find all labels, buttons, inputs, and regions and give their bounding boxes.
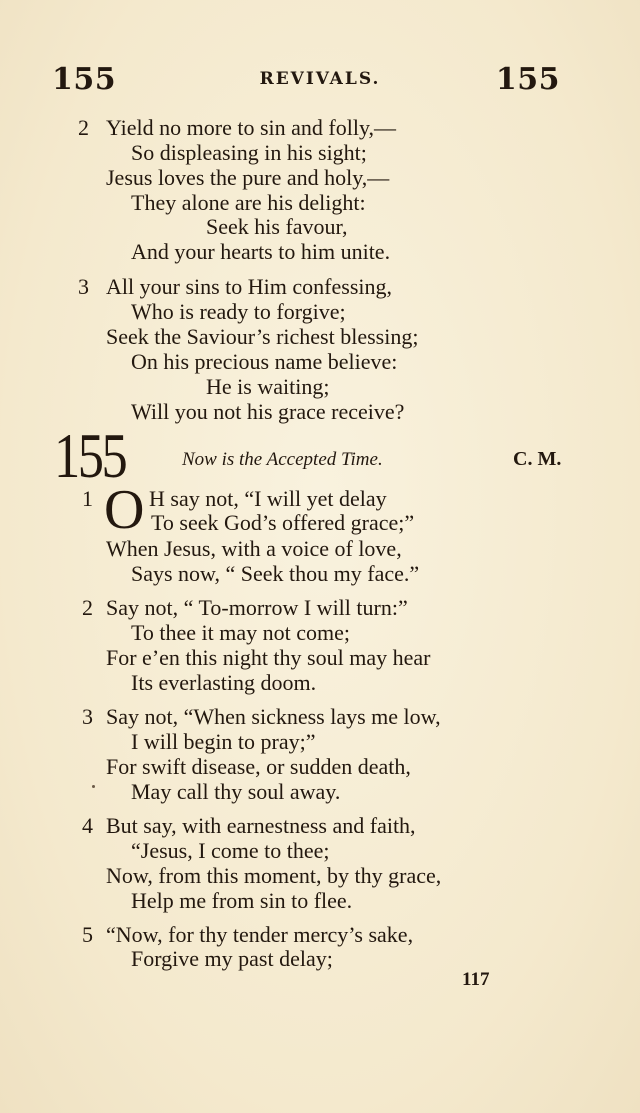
header-right-number: 155 xyxy=(495,62,560,97)
verse-line: “Jesus, I come to thee; xyxy=(131,838,330,863)
verse-line: Yield no more to sin and folly,— xyxy=(106,115,397,140)
header-left-number: 155 xyxy=(52,62,117,97)
verse-line: For swift disease, or sudden death, xyxy=(106,754,411,779)
verse-line: Who is ready to forgive; xyxy=(131,299,346,324)
hymn-meter: C. M. xyxy=(513,448,562,470)
verse-line: Help me from sin to flee. xyxy=(131,888,353,913)
verse-line: H say not, “I will yet delay xyxy=(149,486,387,511)
verse-line: Says now, “ Seek thou my face.” xyxy=(131,561,420,586)
verse-line: So displeasing in his sight; xyxy=(131,140,367,165)
drop-cap: O xyxy=(104,479,145,541)
verse-line: Jesus loves the pure and holy,— xyxy=(106,165,390,190)
verse-line: Forgive my past delay; xyxy=(131,946,333,971)
verse-line: Now, from this moment, by thy grace, xyxy=(106,863,442,888)
verse-line: On his precious name believe: xyxy=(131,349,398,374)
verse-line: They alone are his delight: xyxy=(131,190,366,215)
verse-line: But say, with earnestness and faith, xyxy=(106,813,416,838)
verse-line: Say not, “When sickness lays me low, xyxy=(106,704,441,729)
header-title: REVIVALS. xyxy=(259,69,381,89)
verse-number: 2 xyxy=(82,595,93,620)
verse-line: Seek his favour, xyxy=(206,214,348,239)
verse-line: Will you not his grace receive? xyxy=(131,399,405,424)
verse-line: Seek the Saviour’s richest blessing; xyxy=(106,324,419,349)
verse-line: To thee it may not come; xyxy=(131,620,351,645)
verse-line: Its everlasting doom. xyxy=(131,670,317,695)
verse-line: All your sins to Him confessing, xyxy=(106,274,392,299)
verse-line: I will begin to pray;” xyxy=(131,729,316,754)
verse-line: Say not, “ To-morrow I will turn:” xyxy=(106,595,408,620)
verse-number: 2 xyxy=(78,115,89,140)
verse-line: And your hearts to him unite. xyxy=(131,239,391,264)
verse-line: He is waiting; xyxy=(206,374,330,399)
verse-number: 4 xyxy=(82,813,93,838)
verse-number: 3 xyxy=(82,704,93,729)
verse-line: To seek God’s offered grace;” xyxy=(151,510,415,535)
verse-number: 1 xyxy=(82,486,93,511)
page-number: 117 xyxy=(462,969,490,990)
hymn-title: Now is the Accepted Time. xyxy=(182,449,383,470)
verse-line: May call thy soul away. xyxy=(131,779,341,804)
ink-speck xyxy=(92,785,95,788)
verse-line: For e’en this night thy soul may hear xyxy=(106,645,431,670)
verse-line: When Jesus, with a voice of love, xyxy=(106,536,402,561)
hymn-number: 155 xyxy=(54,420,126,491)
verse-number: 3 xyxy=(78,274,89,299)
verse-line: “Now, for thy tender mercy’s sake, xyxy=(106,922,414,947)
verse-number: 5 xyxy=(82,922,93,947)
